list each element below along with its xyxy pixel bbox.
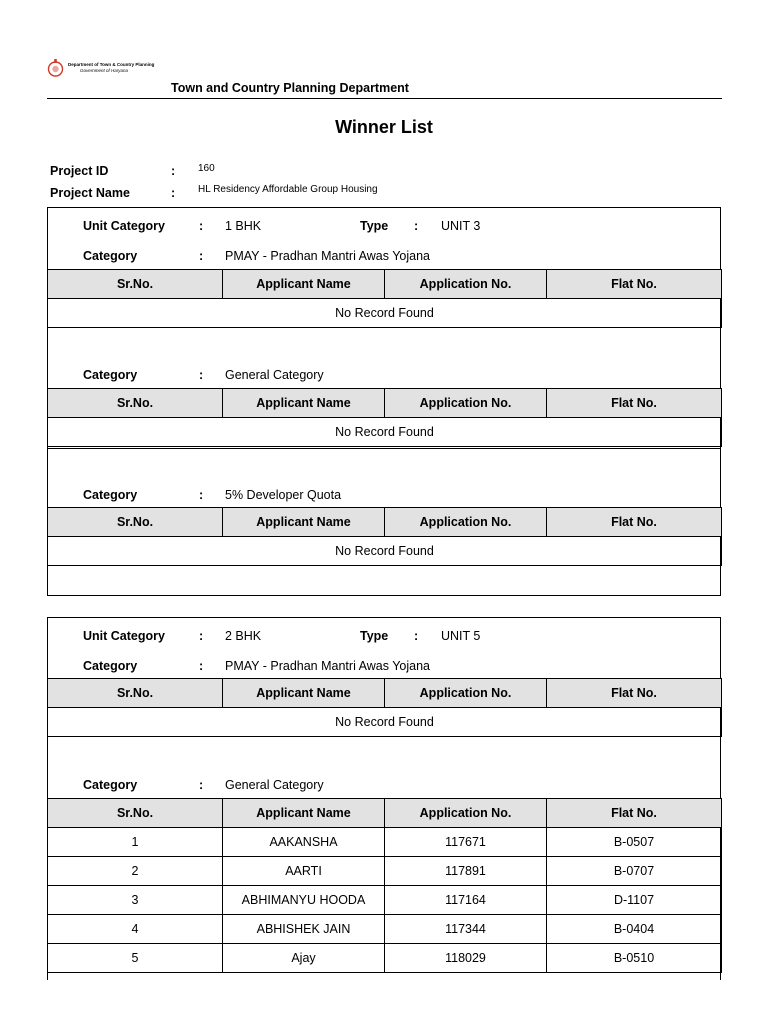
col-header-application-no: Application No. xyxy=(385,799,547,828)
unit-category-value: 1 BHK xyxy=(225,219,262,233)
col-header-applicant-name: Applicant Name xyxy=(223,508,385,537)
project-id-label: Project ID xyxy=(50,164,109,178)
cell-application-no: 117891 xyxy=(385,857,547,886)
winner-table xyxy=(47,388,722,447)
colon: : xyxy=(199,488,204,502)
colon: : xyxy=(199,659,204,673)
unit-block-1bhk xyxy=(47,207,721,596)
cell-flat-no: B-0404 xyxy=(547,915,722,944)
cell-flat-no: B-0510 xyxy=(547,944,722,973)
cell-application-no: 117671 xyxy=(385,828,547,857)
colon: : xyxy=(414,629,419,643)
col-header-flat-no: Flat No. xyxy=(547,270,722,299)
category-value: PMAY - Pradhan Mantri Awas Yojana xyxy=(225,659,430,673)
col-header-srno: Sr.No. xyxy=(48,389,223,418)
colon: : xyxy=(199,778,204,792)
cell-applicant-name: AAKANSHA xyxy=(223,828,385,857)
cell-srno: 4 xyxy=(48,915,223,944)
section-divider xyxy=(47,448,721,449)
cell-srno: 1 xyxy=(48,828,223,857)
department-name: Town and Country Planning Department xyxy=(171,81,409,95)
unit-category-label: Unit Category xyxy=(83,629,165,643)
table-row xyxy=(48,857,722,886)
no-record-row: No Record Found xyxy=(48,537,722,566)
category-label: Category xyxy=(83,659,138,673)
colon: : xyxy=(199,368,204,382)
unit-category-value: 2 BHK xyxy=(225,629,262,643)
winner-table xyxy=(47,678,722,737)
project-id-colon: : xyxy=(171,164,176,178)
category-label: Category xyxy=(83,778,138,792)
winner-table xyxy=(47,507,722,566)
page-title: Winner List xyxy=(335,117,433,137)
table-row xyxy=(48,915,722,944)
no-record-row: No Record Found xyxy=(48,708,722,737)
unit-block-2bhk xyxy=(47,617,721,980)
cell-applicant-name: ABHISHEK JAIN xyxy=(223,915,385,944)
no-record-row: No Record Found xyxy=(48,418,722,447)
cell-applicant-name: Ajay xyxy=(223,944,385,973)
no-record-row: No Record Found xyxy=(48,299,722,328)
type-value: UNIT 5 xyxy=(441,629,481,643)
category-value: PMAY - Pradhan Mantri Awas Yojana xyxy=(225,249,430,263)
table-row xyxy=(48,886,722,915)
category-value: General Category xyxy=(225,368,324,382)
colon: : xyxy=(414,219,419,233)
cell-application-no: 118029 xyxy=(385,944,547,973)
project-name-label: Project Name xyxy=(50,186,130,200)
project-id-value: 160 xyxy=(198,163,215,174)
category-label: Category xyxy=(83,249,138,263)
table-row xyxy=(48,828,722,857)
colon: : xyxy=(199,629,204,643)
type-label: Type xyxy=(360,629,389,643)
col-header-flat-no: Flat No. xyxy=(547,679,722,708)
col-header-application-no: Application No. xyxy=(385,508,547,537)
logo-line-2: Government of Haryana xyxy=(80,68,129,73)
col-header-srno: Sr.No. xyxy=(48,508,223,537)
header-divider xyxy=(47,98,722,99)
col-header-application-no: Application No. xyxy=(385,270,547,299)
type-value: UNIT 3 xyxy=(441,219,481,233)
haryana-seal-icon xyxy=(47,58,64,78)
col-header-applicant-name: Applicant Name xyxy=(223,679,385,708)
cell-srno: 2 xyxy=(48,857,223,886)
cell-applicant-name: ABHIMANYU HOODA xyxy=(223,886,385,915)
col-header-srno: Sr.No. xyxy=(48,679,223,708)
col-header-srno: Sr.No. xyxy=(48,799,223,828)
table-row xyxy=(48,944,722,973)
cell-applicant-name: AARTI xyxy=(223,857,385,886)
col-header-application-no: Application No. xyxy=(385,389,547,418)
colon: : xyxy=(199,219,204,233)
col-header-applicant-name: Applicant Name xyxy=(223,270,385,299)
category-value: 5% Developer Quota xyxy=(225,488,342,502)
type-label: Type xyxy=(360,219,389,233)
cell-flat-no: B-0707 xyxy=(547,857,722,886)
col-header-srno: Sr.No. xyxy=(48,270,223,299)
col-header-flat-no: Flat No. xyxy=(547,389,722,418)
col-header-applicant-name: Applicant Name xyxy=(223,799,385,828)
project-name-value: HL Residency Affordable Group Housing xyxy=(198,184,378,195)
unit-category-label: Unit Category xyxy=(83,219,165,233)
cell-application-no: 117164 xyxy=(385,886,547,915)
colon: : xyxy=(199,249,204,263)
department-logo xyxy=(47,58,154,78)
project-name-colon: : xyxy=(171,186,176,200)
cell-flat-no: D-1107 xyxy=(547,886,722,915)
winner-table xyxy=(47,269,722,328)
category-label: Category xyxy=(83,488,138,502)
cell-srno: 3 xyxy=(48,886,223,915)
category-label: Category xyxy=(83,368,138,382)
cell-flat-no: B-0507 xyxy=(547,828,722,857)
col-header-application-no: Application No. xyxy=(385,679,547,708)
col-header-applicant-name: Applicant Name xyxy=(223,389,385,418)
cell-application-no: 117344 xyxy=(385,915,547,944)
logo-line-1: Department of Town & Country Planning xyxy=(68,62,155,67)
col-header-flat-no: Flat No. xyxy=(547,799,722,828)
col-header-flat-no: Flat No. xyxy=(547,508,722,537)
category-value: General Category xyxy=(225,778,324,792)
cell-srno: 5 xyxy=(48,944,223,973)
winner-table xyxy=(47,798,722,973)
